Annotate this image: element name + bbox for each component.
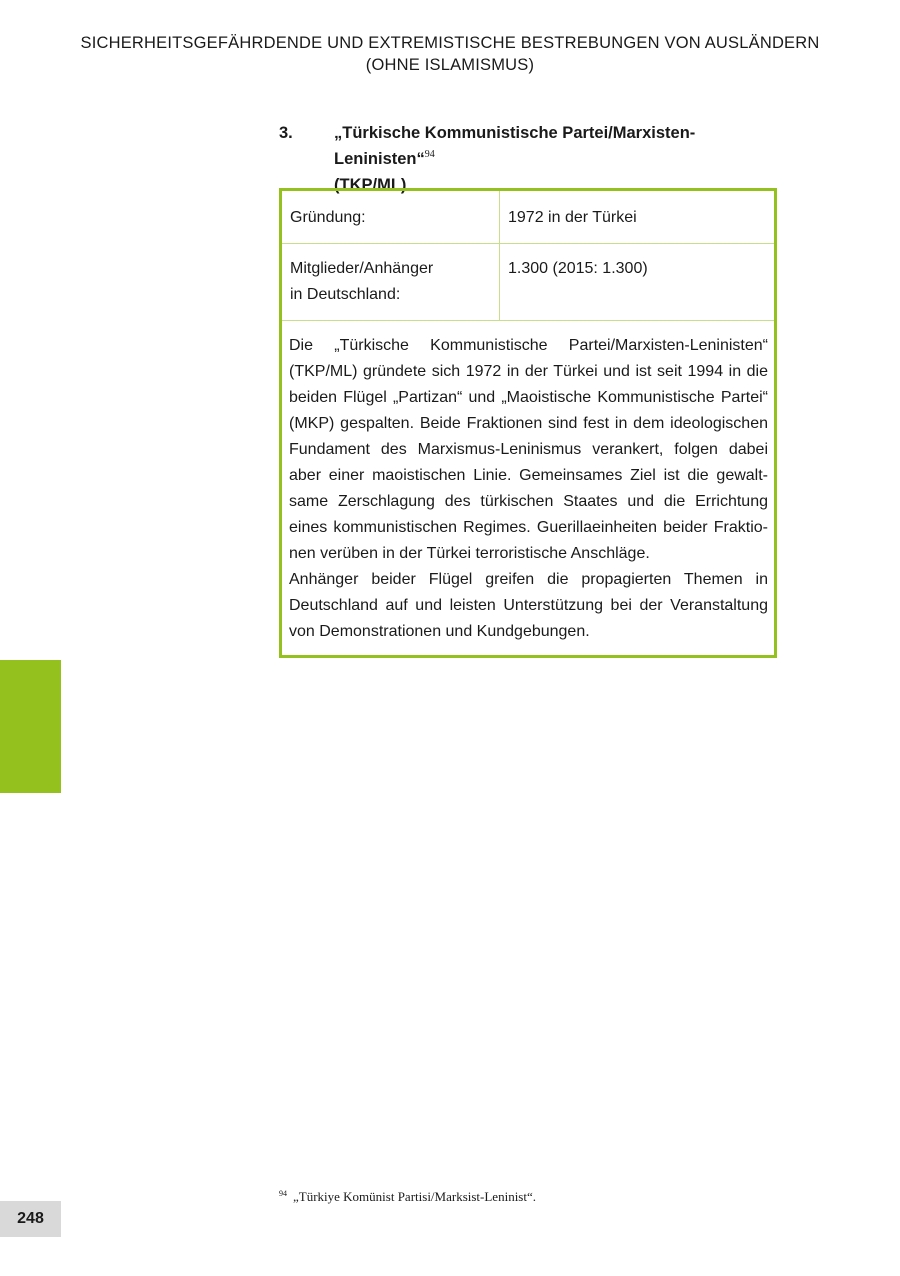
fact-box-description <box>282 321 774 655</box>
chapter-side-tab <box>0 660 61 793</box>
page-number: 248 <box>0 1201 61 1237</box>
description-paragraph-1: Die „Türkische Kommunistische Partei/Marxisten-Leninisten“ (TKP/ML) gründete sich 1972 in der Türkei und ist seit 1994 in die beiden Flügel „Partizan“ und „Maoistische Kommunistische Partei“ (MKP) gespalten. Beide Fraktionen sind fest in dem ideologischen Fundament des Marxismus-Leninismus verankert, folgen dabei aber einer maoistischen Linie. Gemeinsames Ziel ist die gewaltsame Zerschlagung des türkischen Staates und die Errichtung eines kommunistischen Regimes. Guerillaeinheiten beider Fraktionen verüben in der Türkei terroristische Anschläge. <box>289 337 768 562</box>
fact-label-members-line-1: Mitglieder/Anhänger <box>290 260 434 277</box>
fact-label-members <box>282 244 500 320</box>
section-title-line-2: (TKP/ML) <box>334 176 407 194</box>
section-title <box>334 120 779 198</box>
fact-row-members <box>282 244 774 321</box>
footnote <box>279 1188 536 1206</box>
footnote-number: 94 <box>279 1189 287 1198</box>
running-header-line-1: SICHERHEITSGEFÄHRDENDE UND EXTREMISTISCHE BESTREBUNGEN VON AUSLÄNDERN <box>80 34 820 52</box>
running-header <box>0 32 900 76</box>
section-number: 3. <box>279 124 293 142</box>
section-title-line-1: „Türkische Kommunistische Partei/Marxisten-Leninisten“ <box>334 124 696 168</box>
fact-label-founding: Gründung: <box>282 191 500 243</box>
fact-label-members-line-2: in Deutschland: <box>290 286 401 303</box>
description-paragraph-2: Anhänger beider Flügel greifen die propagierten Themen in Deutschland auf und leisten Unterstützung bei der Veranstaltung von Demonstrationen und Kundgebungen. <box>289 571 768 640</box>
footnote-text: „Türkiye Komünist Partisi/Marksist-Leninist“. <box>293 1189 536 1204</box>
fact-value-founding: 1972 in der Türkei <box>508 209 637 226</box>
running-header-line-2: (OHNE ISLAMISMUS) <box>365 56 535 74</box>
fact-box <box>279 188 777 658</box>
fact-row-founding <box>282 191 774 244</box>
footnote-reference[interactable]: 94 <box>424 149 435 160</box>
fact-value-members: 1.300 (2015: 1.300) <box>508 260 648 277</box>
